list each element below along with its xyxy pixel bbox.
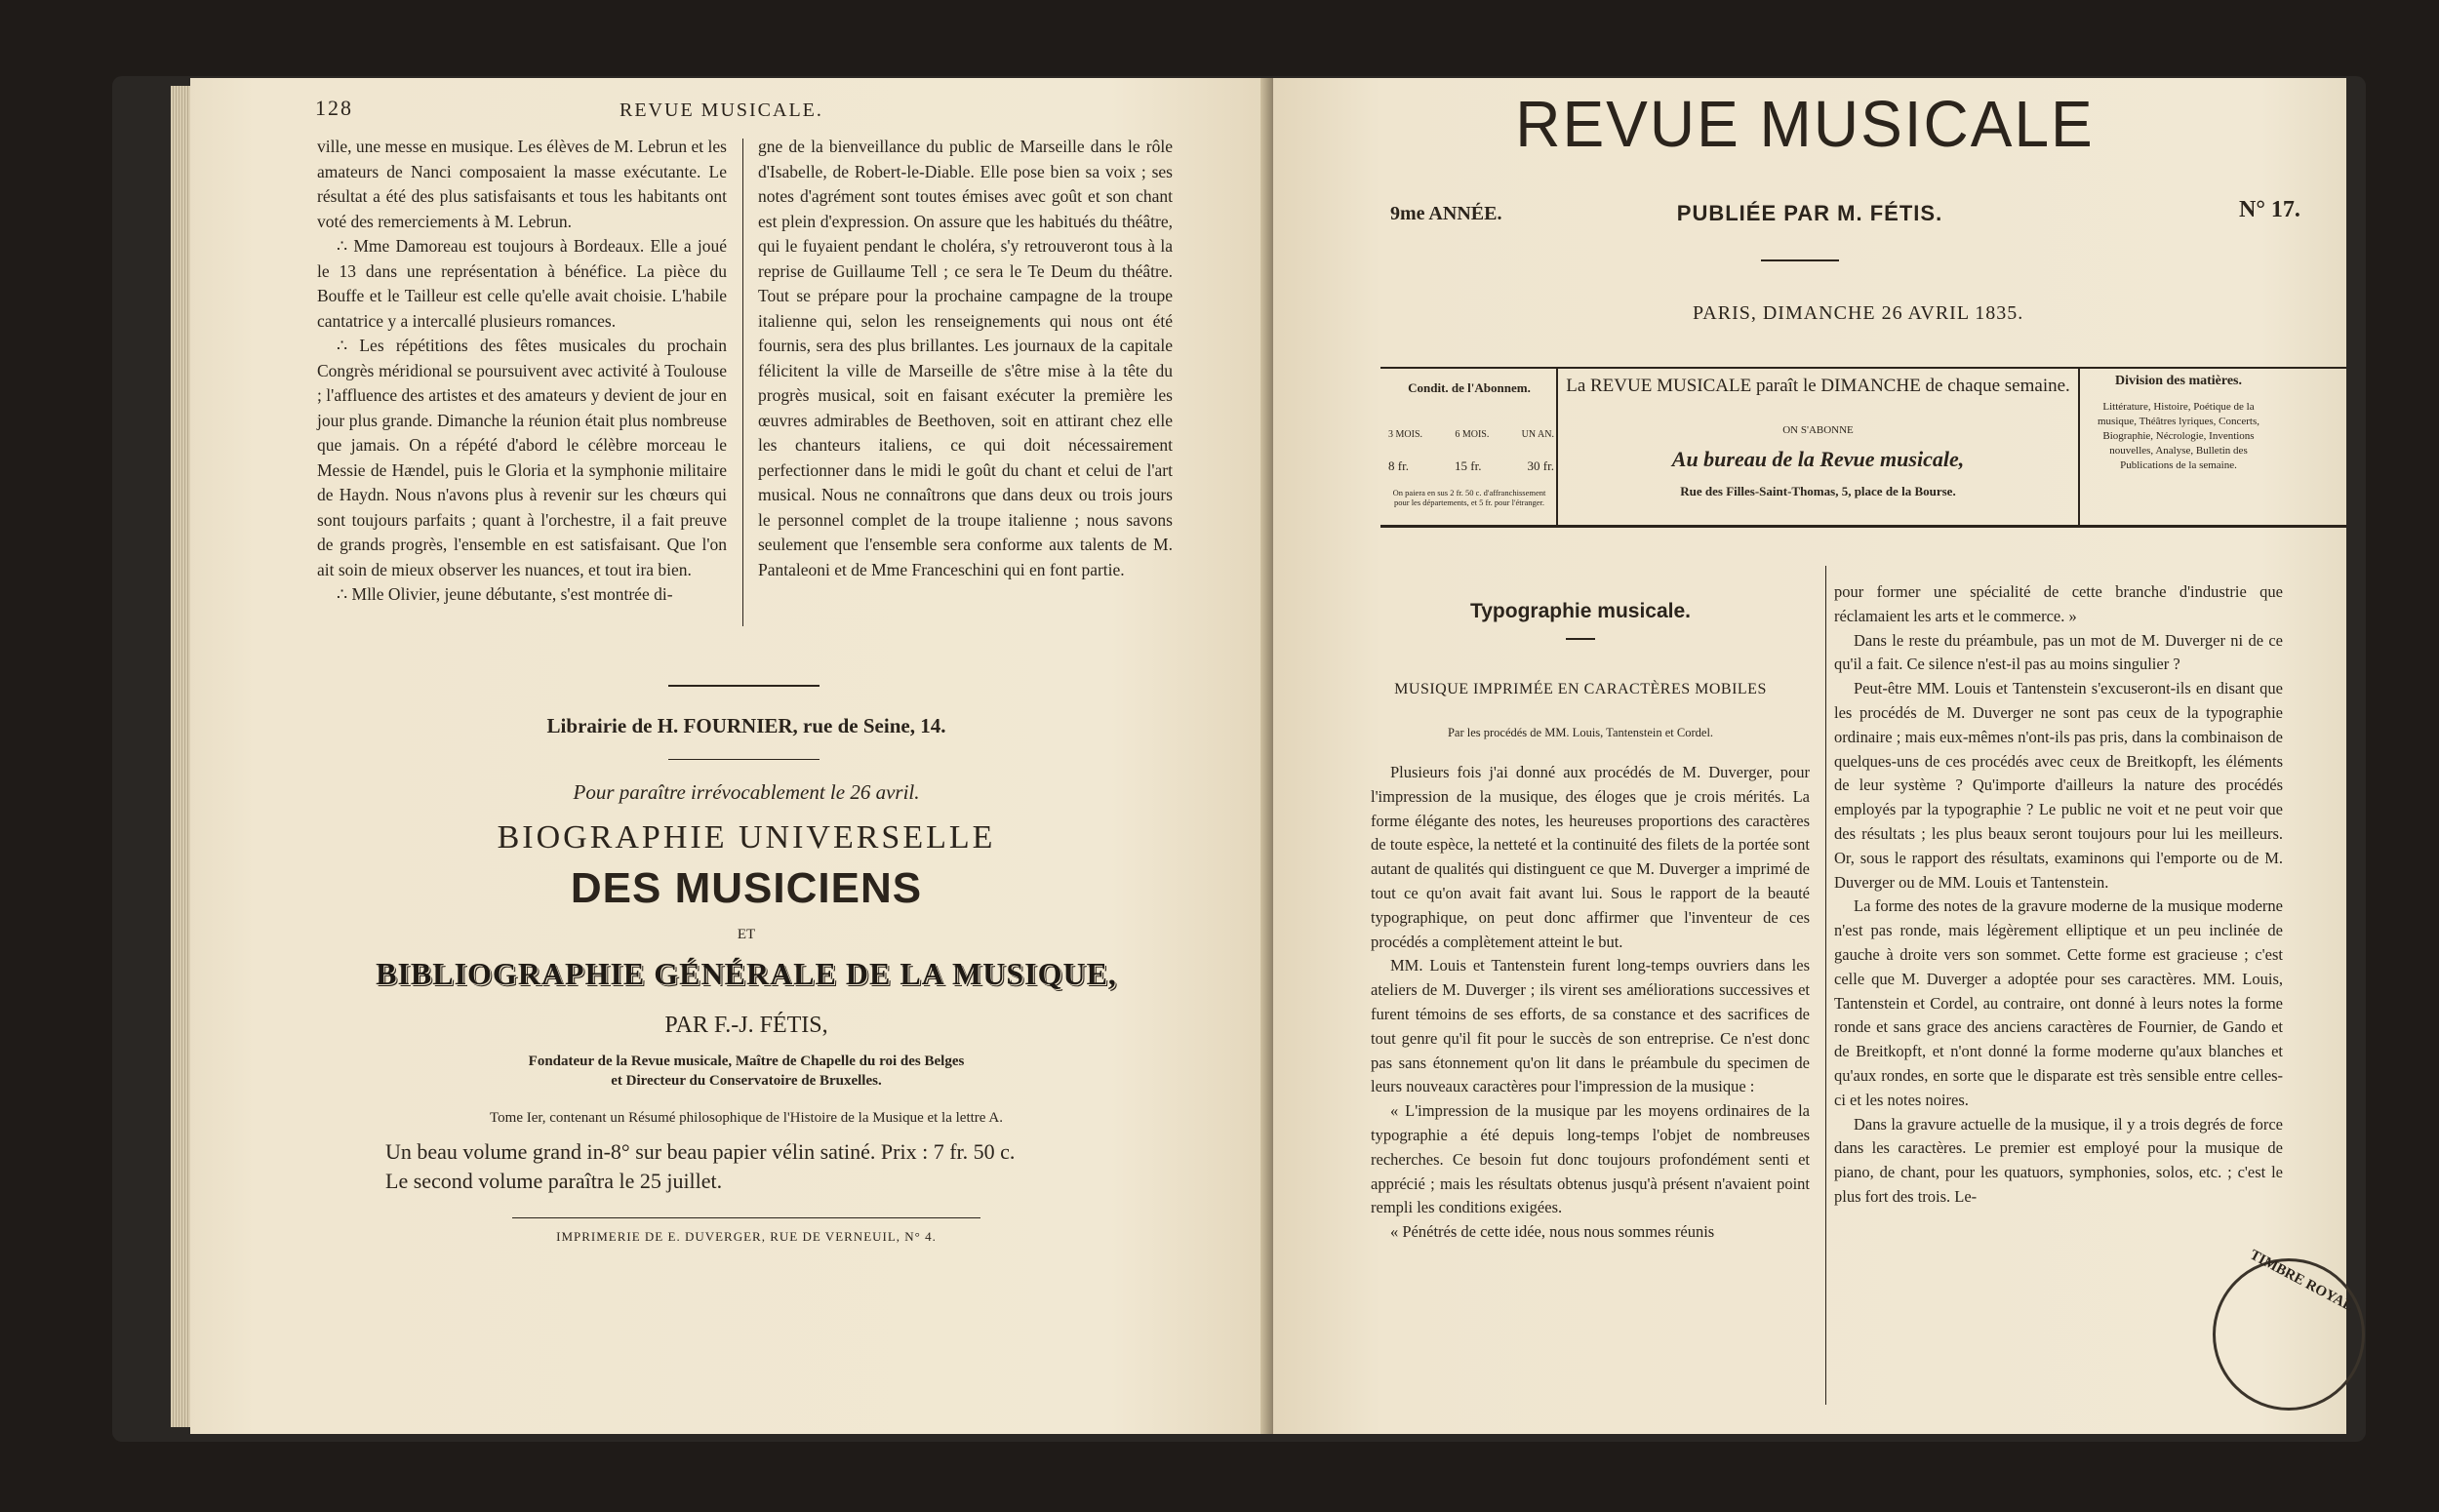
publisher-line: Librairie de H. FOURNIER, rue de Seine, 14. [546, 714, 946, 737]
paragraph: « L'impression de la musique par les moyens ordinaires de la typographie a été depuis long-temps l'objet de nombreuses recherches. Ce besoin fut donc toujours profondément senti et apprécié ; mais les résultats obtenus jusqu'à présent n'avaient point rempli les conditions exigées. [1371, 1101, 1810, 1217]
division-title: Division des matières. [2114, 374, 2242, 388]
term: UN AN. [1521, 429, 1554, 440]
page-number: 128 [315, 96, 353, 120]
ad-title-2: DES MUSICIENS [570, 864, 923, 912]
paragraph: ville, une messe en musique. Les élèves de M. Lebrun et les amateurs de Nanci composaient la masse exécutante. Le résultat a été des plus satisfaisants et tous les habitants ont voté des remerciements à M. Lebrun. [317, 137, 727, 231]
paragraph: Peut-être MM. Louis et Tantenstein s'excuseront-ils en disant que les procédés de M. Duverger ne sont pas ceux de la typographie ordinaire ; mais eux-mêmes n'ont-ils pas pris, dans la combinaison de quelques-uns de ces procédés avec ceux de Breitkopft, les éléments de leur système ? Qu'importe d'ailleurs la nature des procédés employés par la typographie ? Le public ne voit et ne peut voir que des résultats ; les plus beaux seront toujours pour lui les meilleurs. Or, sous le rapport des résultats, examinons qui l'emporte ou de M. Duverger ou de MM. Louis et Tantenstein. [1834, 679, 2283, 892]
term: 3 MOIS. [1388, 429, 1423, 440]
ad-title-1: BIOGRAPHIE UNIVERSELLE [497, 819, 996, 855]
page-edges [171, 86, 192, 1427]
article-title: Typographie musicale. [1469, 600, 1691, 622]
paragraph: ∴ Mme Damoreau est toujours à Bordeaux. Elle a joué le 13 dans une représentation à bénéfice. La pièce du Bouffe et le Tailleur est celle qu'elle avait choisie. L'habile cantatrice y a intercallé plusieurs romances. [317, 236, 727, 331]
paragraph: La forme des notes de la gravure moderne de la musique moderne n'est pas ronde, mais légèrement elliptique et un peu inclinée de gauche à droite vers son sommet. Cette forme est gracieuse ; c'est celle que M. Duverger a adoptée pour ses caractères. MM. Louis, Tantenstein et Cordel, au contraire, ont donné à leurs notes la forme ronde et sans grace des anciens caractères de Fournier, de Gando et de Breitkopft, et n'ont donné la forme moderne qu'aux blanches et qu'aux rondes, en sorte que le disparate est très sensible entre celles-ci et les notes noires. [1834, 896, 2283, 1109]
term: 6 MOIS. [1455, 429, 1490, 440]
left-column-2 [758, 135, 1173, 582]
stamp-label: TIMBRE ROYAL [2247, 1247, 2356, 1315]
price: 30 fr. [1527, 458, 1554, 473]
column-rule [1825, 566, 1826, 1405]
divider [1566, 638, 1595, 640]
price: 15 fr. [1455, 458, 1482, 473]
dateline: PARIS, DIMANCHE 26 AVRIL 1835. [1693, 302, 2024, 324]
paragraph: « Pénétrés de cette idée, nous nous sommes réunis [1390, 1222, 1715, 1242]
subscription-title: Condit. de l'Abonnem. [1408, 380, 1531, 395]
left-page [190, 78, 1273, 1434]
running-head: REVUE MUSICALE. [620, 99, 823, 121]
ad-tome: Tome Ier, contenant un Résumé philosophique de l'Histoire de la Musique et la lettre A. [490, 1110, 1003, 1126]
issue-number: N° 17. [2239, 197, 2300, 222]
box-divider [2078, 369, 2080, 525]
postage-note: On paiera en sus 2 fr. 50 c. d'affranchissement pour les départements, et 5 fr. pour l'étranger. [1392, 488, 1546, 507]
subscription-prices [1388, 458, 1554, 474]
paragraph: Dans la gravure actuelle de la musique, il y a trois degrés de force dans les caractères. Le premier est employé pour la musique de piano, de chant, pour les quatuors, symphonies, solos, etc. ; c'est le plus fort des trois. Le- [1834, 1114, 2283, 1206]
right-page [1273, 78, 2346, 1434]
price: 8 fr. [1388, 458, 1409, 473]
year-label: 9me ANNÉE. [1390, 203, 1502, 224]
paragraph: Dans le reste du préambule, pas un mot de M. Duverger ni de ce qu'il a fait. Ce silence n'est-il pas au moins singulier ? [1834, 630, 2283, 674]
ad-role-2: et Directeur du Conservatoire de Bruxelles. [611, 1073, 882, 1089]
division-text: Littérature, Histoire, Poétique de la musique, Théâtres lyriques, Concerts, Biographie, Nécrologie, Inventions nouvelles, Analyse, Bulletin des Publications de la semaine. [2098, 401, 2259, 471]
ad-et: ET [737, 927, 756, 942]
subscribe-label: ON S'ABONNE [1782, 424, 1854, 436]
divider [1761, 259, 1839, 261]
right-column-1 [1371, 761, 1810, 1245]
ad-author: PAR F.-J. FÉTIS, [664, 1013, 828, 1038]
announce-line: Pour paraître irrévocablement le 26 avril. [573, 780, 920, 804]
paragraph: MM. Louis et Tantenstein furent long-temps ouvriers dans les ateliers de M. Duverger ; ils virent ses améliorations successives et furent témoins de ses efforts, de sa constance et des sacrifices de tout genre qu'il fit pour le succès de son entreprise. Ce n'est donc pas sans étonnement qu'on lit dans le préambule du specimen de leurs nouveaux caractères pour l'impression de la musique : [1371, 956, 1810, 1096]
right-column-2 [1834, 580, 2283, 1210]
box-bottom-rule [1380, 525, 2346, 528]
box-top-rule [1380, 367, 2346, 369]
ad-title-3: BIBLIOGRAPHIE GÉNÉRALE DE LA MUSIQUE, [376, 956, 1117, 991]
subscription-terms [1388, 429, 1554, 440]
editor-label: PUBLIÉE PAR M. FÉTIS. [1676, 201, 1943, 225]
ad-second-volume: Le second volume paraîtra le 25 juillet. [385, 1169, 723, 1193]
ad-role-1: Fondateur de la Revue musicale, Maître de Chapelle du roi des Belges [528, 1054, 965, 1069]
left-column-1 [317, 135, 727, 608]
paragraph: ∴ Mlle Olivier, jeune débutante, s'est montrée di- [337, 584, 673, 604]
publication-notice: La REVUE MUSICALE paraît le DIMANCHE de chaque semaine. [1566, 376, 2070, 396]
masthead: REVUE MUSICALE [1515, 87, 2095, 161]
bureau-label: Au bureau de la Revue musicale, [1671, 447, 1965, 471]
ad-price: Un beau volume grand in-8° sur beau papier vélin satiné. Prix : 7 fr. 50 c. [385, 1139, 1016, 1164]
divider [512, 1217, 980, 1218]
imprint: IMPRIMERIE DE E. DUVERGER, RUE DE VERNEUIL, N° 4. [556, 1229, 937, 1244]
paragraph: ∴ Les répétitions des fêtes musicales du prochain Congrès méridional se poursuivent avec activité à Toulouse ; l'affluence des artistes et des amateurs y devient de jour en jour plus grande. Dimanche la réunion était plus nombreuse que jamais. On a répété d'abord le célèbre morceau le Messie de Hændel, puis le Gloria et la symphonie militaire de Haydn. Nous n'avons plus à revenir sur les chœurs qui sont toujours parfaits ; quant à l'orchestre, il a fait preuve de grands progrès, l'ensemble en est satisfaisant. Que l'on ait soin de mieux observer les nuances, et tout ira bien. [317, 336, 727, 579]
paragraph: pour former une spécialité de cette branche d'industrie que réclamaient les arts et le commerce. » [1834, 582, 2283, 625]
article-byline: Par les procédés de MM. Louis, Tantenstein et Cordel. [1447, 726, 1714, 739]
divider [668, 685, 820, 687]
bureau-address: Rue des Filles-Saint-Thomas, 5, place de la Bourse. [1680, 484, 1956, 498]
paragraph: Plusieurs fois j'ai donné aux procédés de M. Duverger, pour l'impression de la musique, des éloges que je crois mérités. La forme élégante des notes, les heureuses proportions des caractères de toute espèce, la netteté et la continuité des filets de la portée sont autant de qualités qui distinguent ce que M. Duverger a imprimé de tout ce qu'on avait fait avant lui. Sous le rapport de la beauté typographique, on peut donc affirmer que l'inventeur de ces procédés a complètement atteint le but. [1371, 763, 1810, 951]
column-rule [742, 139, 743, 626]
article-subtitle: MUSIQUE IMPRIMÉE EN CARACTÈRES MOBILES [1394, 681, 1767, 697]
divider [668, 759, 820, 760]
paragraph: gne de la bienveillance du public de Marseille dans le rôle d'Isabelle, de Robert-le-Diable. Elle pose bien sa voix ; ses notes d'agrément sont toutes émises avec goût et son chant est plein d'expression. On assure que les habitués du théâtre, qui le fuyaient pendant le choléra, s'y retrouveront tous à la reprise de Guillaume Tell ; ce sera le Te Deum du théâtre. Tout se prépare pour la prochaine campagne de la troupe italienne qui, selon les renseignements qui nous ont été fournis, sera des plus brillantes. Les journaux de la capitale félicitent la ville de Marseille de s'être mise à la tête du progrès musical, soit en faisant exécuter la première les œuvres admirables de Beethoven, soit en attirant chez elle les chanteurs italiens, ce qui doit nécessairement perfectionner dans le midi le goût du chant et celui de l'art musical. Nous ne connaîtrons que dans deux ou trois jours le personnel complet de la troupe italienne ; nous savons seulement que l'ensemble sera conforme aux talents de M. Pantaleoni et de Mme Franceschini qui en font partie. [758, 137, 1173, 579]
